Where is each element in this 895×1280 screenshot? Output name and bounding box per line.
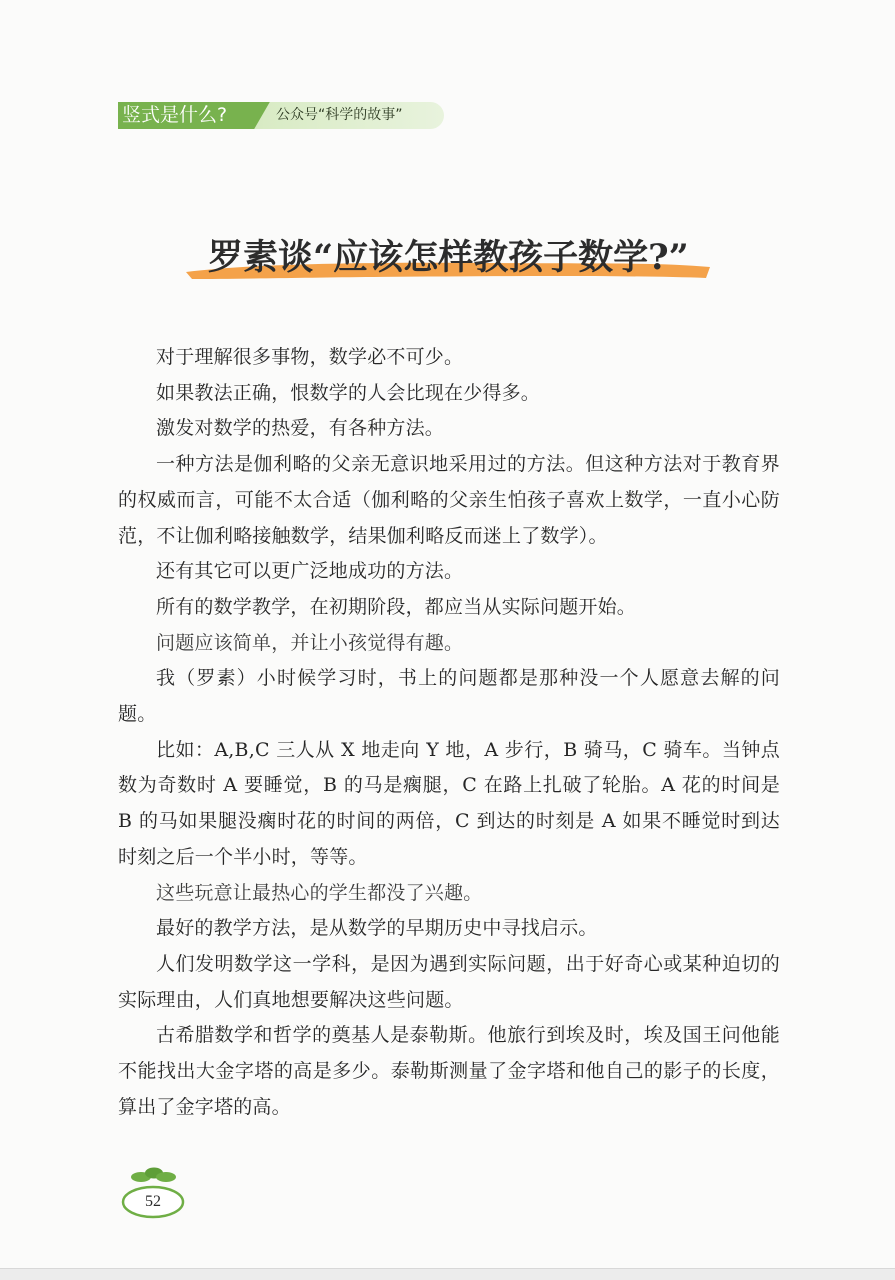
chapter-title-block: [186, 236, 710, 284]
paragraph: 问题应该简单，并让小孩觉得有趣。: [156, 631, 464, 654]
chapter-title: 罗素谈“应该怎样教孩子数学?”: [208, 237, 689, 278]
paragraph: 还有其它可以更广泛地成功的方法。: [156, 560, 464, 583]
paragraph: 所有的数学教学，在初期阶段，都应当从实际问题开始。: [156, 595, 637, 618]
running-header: [118, 102, 444, 129]
paragraph: 激发对数学的热爱，有各种方法。: [156, 417, 445, 440]
book-title: 竖式是什么?: [118, 102, 250, 129]
paragraph: 我（罗素）小时候学习时，书上的问题都是那种没一个人愿意去解的问题。: [118, 667, 780, 726]
paragraph: 比如：A,B,C 三人从 X 地走向 Y 地，A 步行，B 骑马，C 骑车。当钟点数为奇数时 A 要睡觉，B 的马是瘸腿，C 在路上扎破了轮胎。A 花的时间是 B 的马如果腿没瘸时花的时间的两倍，C 到达的时刻是 A 如果不睡觉时到达时刻之后一个半小时，等等。: [118, 738, 780, 868]
paragraph: 一种方法是伽利略的父亲无意识地采用过的方法。但这种方法对于教育界的权威而言，可能不太合适（伽利略的父亲生怕孩子喜欢上数学，一直小心防范，不让伽利略接触数学，结果伽利略反而迷上了数学）。: [118, 453, 780, 547]
paragraph: 古希腊数学和哲学的奠基人是泰勒斯。他旅行到埃及时，埃及国王问他能不能找出大金字塔的高是多少。泰勒斯测量了金字塔和他自己的影子的长度，算出了金字塔的高。: [118, 1024, 780, 1118]
paragraph: 如果教法正确，恨数学的人会比现在少得多。: [156, 381, 541, 404]
account-label: 公众号“科学的故事”: [276, 107, 403, 123]
paragraph: 这些玩意让最热心的学生都没了兴趣。: [156, 881, 483, 904]
paragraph: 对于理解很多事物，数学必不可少。: [156, 346, 464, 368]
page-number-badge: [120, 1166, 186, 1222]
body-text: [118, 340, 780, 1125]
paragraph: 人们发明数学这一学科，是因为遇到实际问题，出于好奇心或某种迫切的实际理由，人们真地想要解决这些问题。: [118, 952, 780, 1011]
paragraph: 最好的教学方法，是从数学的早期历史中寻找启示。: [156, 917, 598, 940]
page-number: 52: [145, 1193, 161, 1210]
